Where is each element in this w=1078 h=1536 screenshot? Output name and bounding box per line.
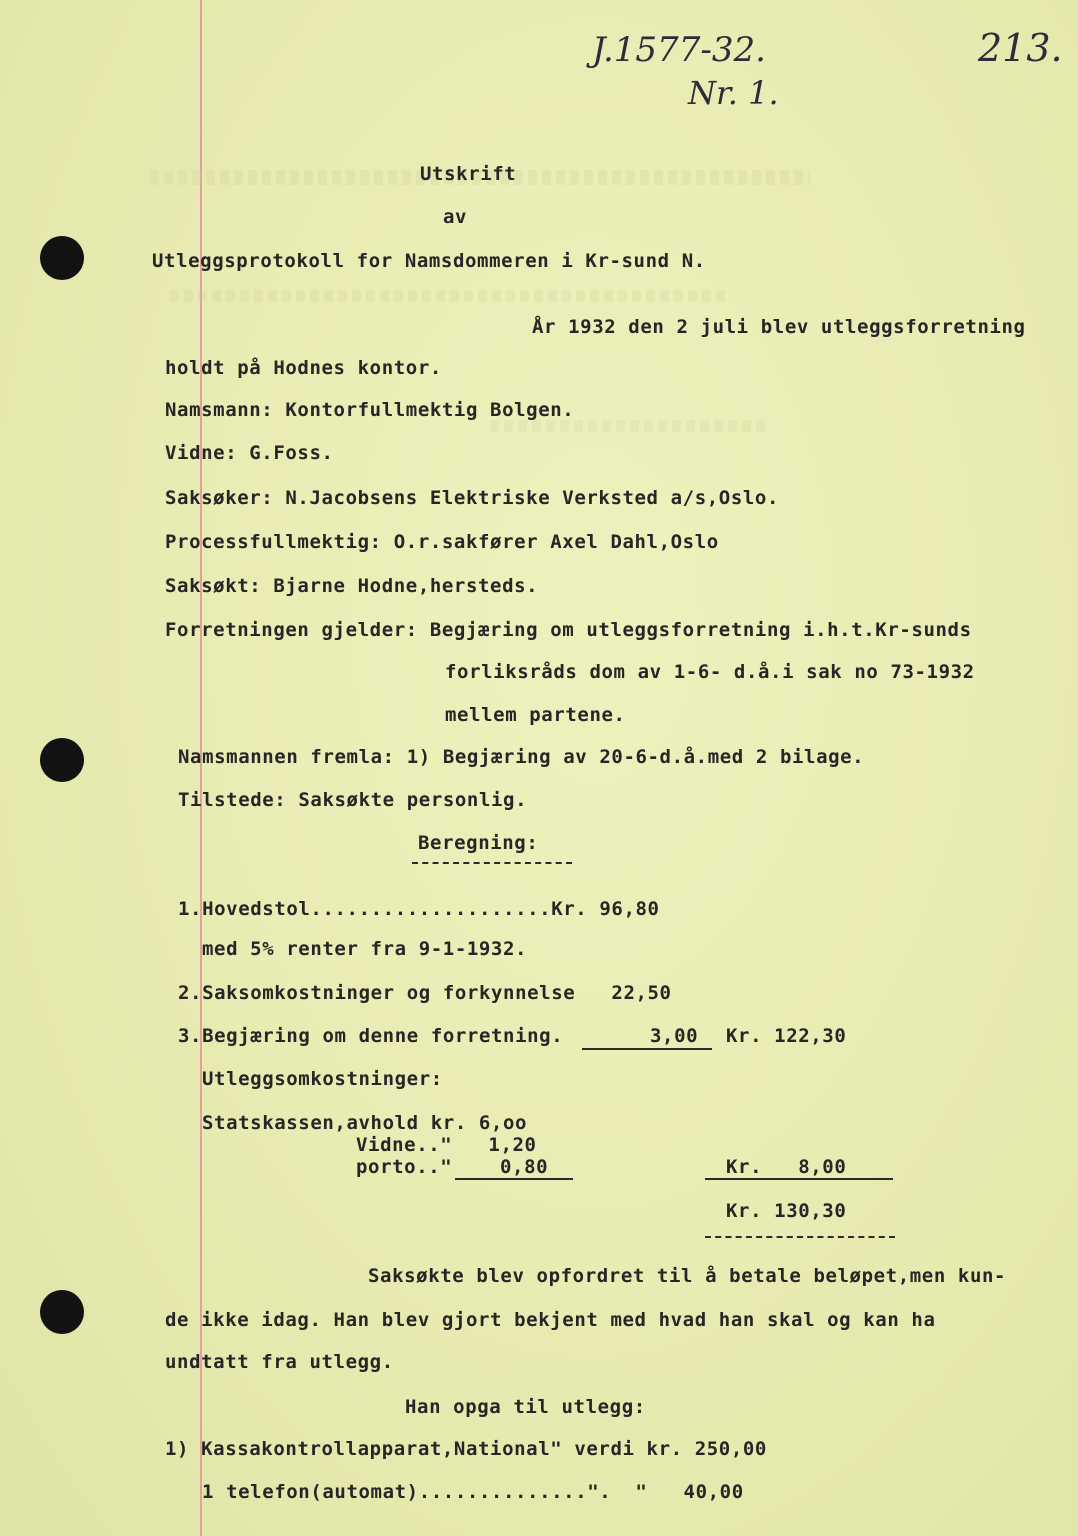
punch-hole <box>40 1290 84 1334</box>
item-line-2: 1 telefon(automat)..............". " 40,00 <box>202 1481 744 1503</box>
porto-underline <box>455 1178 573 1180</box>
calc-row-3-amount: 3,00 <box>650 1025 699 1047</box>
title-underline <box>412 862 572 864</box>
statskassen-line: Statskassen,avhold kr. 6,oo <box>202 1112 528 1134</box>
handwritten-number: Nr. 1. <box>688 74 779 112</box>
porto-amount: 0,80 <box>500 1156 549 1178</box>
calc-row-1b: med 5% renter fra 9-1-1932. <box>202 938 528 960</box>
porto-line: porto.." <box>356 1156 453 1178</box>
processfullmektig-line: Processfullmektig: O.r.sakfører Axel Dahl,Oslo <box>165 531 719 553</box>
forretning-line-2: forliksråds dom av 1-6- d.å.i sak no 73-1932 <box>445 661 975 683</box>
fremla-line: Namsmannen fremla: 1) Begjæring av 20-6-d.å.med 2 bilage. <box>178 746 865 768</box>
row3-underline <box>582 1048 712 1050</box>
tilstede-line: Tilstede: Saksøkte personlig. <box>178 789 528 811</box>
calc-row-1: 1.Hovedstol....................Kr. 96,80 <box>178 898 660 920</box>
opga-line: Han opga til utlegg: <box>405 1396 646 1418</box>
forretning-line-1: Forretningen gjelder: Begjæring om utleggsforretning i.h.t.Kr-sunds <box>165 619 972 641</box>
closing-line-3: undtatt fra utlegg. <box>165 1351 394 1373</box>
date-line: År 1932 den 2 juli blev utleggsforretning <box>532 316 1026 338</box>
punch-hole <box>40 236 84 280</box>
vidne-cost-line: Vidne.." 1,20 <box>356 1134 537 1156</box>
calc-row-3-sum: Kr. 122,30 <box>726 1025 847 1047</box>
forretning-line-3: mellem partene. <box>445 704 626 726</box>
punch-hole <box>40 738 84 782</box>
saksokt-line: Saksøkt: Bjarne Hodne,hersteds. <box>165 575 539 597</box>
vidne-line: Vidne: G.Foss. <box>165 442 334 464</box>
subtotal: Kr. 8,00 <box>726 1156 847 1178</box>
calc-row-2: 2.Saksomkostninger og forkynnelse 22,50 <box>178 982 672 1004</box>
heading-line-3: Utleggsprotokoll for Namsdommeren i Kr-sund N. <box>152 250 706 272</box>
item-line-1: 1) Kassakontrollapparat,National" verdi kr. 250,00 <box>165 1438 767 1460</box>
handwritten-page-number: 213. <box>978 26 1063 70</box>
closing-line-1: Saksøkte blev opfordret til å betale beløpet,men kun- <box>368 1265 1007 1287</box>
utlegg-title: Utleggsomkostninger: <box>202 1068 443 1090</box>
saksoker-line: Saksøker: N.Jacobsens Elektriske Verksted a/s,Oslo. <box>165 487 779 509</box>
heading-line-1: Utskrift <box>420 163 517 185</box>
handwritten-reference: J.1577-32. <box>592 30 766 70</box>
calc-row-3: 3.Begjæring om denne forretning. <box>178 1025 564 1047</box>
subtotal-underline <box>705 1178 893 1180</box>
heading-line-2: av <box>443 206 468 228</box>
total-underline <box>705 1236 895 1238</box>
namsmann-line: Namsmann: Kontorfullmektig Bolgen. <box>165 399 575 421</box>
closing-line-2: de ikke idag. Han blev gjort bekjent med hvad han skal og kan ha <box>165 1309 936 1331</box>
held-at-line: holdt på Hodnes kontor. <box>165 357 442 379</box>
grand-total: Kr. 130,30 <box>726 1200 847 1222</box>
margin-rule <box>200 0 202 1536</box>
beregning-title: Beregning: <box>418 832 539 854</box>
